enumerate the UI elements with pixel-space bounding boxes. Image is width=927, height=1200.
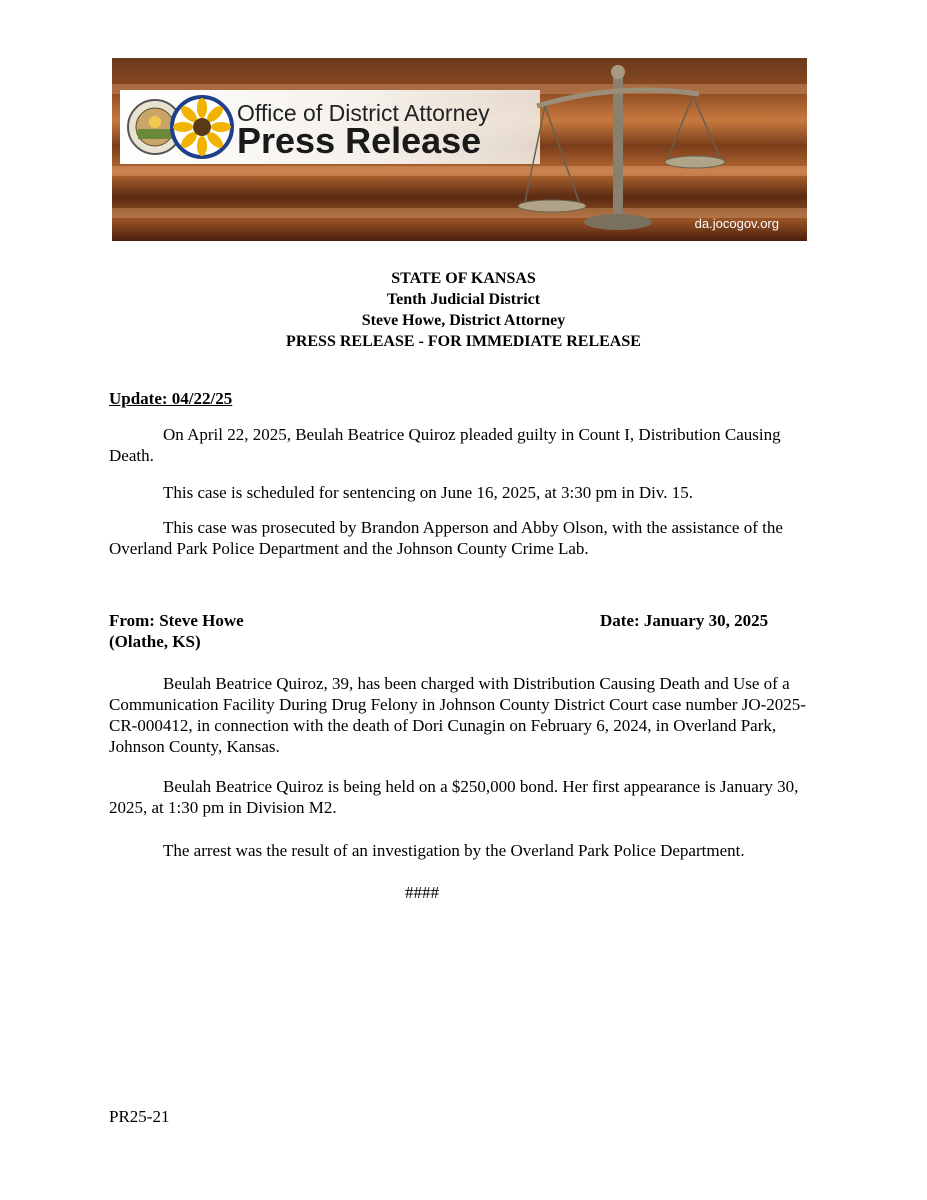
header-state: STATE OF KANSAS [391, 270, 536, 287]
header-release-type: PRESS RELEASE - FOR IMMEDIATE RELEASE [286, 333, 641, 350]
scales-of-justice-icon [517, 62, 732, 232]
release-paragraph-arrest: The arrest was the result of an investigation by the Overland Park Police Department. [163, 841, 745, 860]
release-location: (Olathe, KS) [109, 632, 201, 651]
banner-title-office: Office of District Attorney [237, 100, 490, 126]
update-paragraph-sentencing: This case is scheduled for sentencing on June 16, 2025, at 3:30 pm in Div. 15. [163, 483, 694, 502]
release-paragraph-charges: Beulah Beatrice Quiroz, 39, has been charged with Distribution Causing Death and Use of a Communication Facility During Drug Felony in Johnson County District Court case number JO-2025-CR-000412, in connection with the death of Dori Cunagin on February 6, 2024, in Overland Park, Johnson County, Kansas. [109, 674, 806, 756]
update-paragraph-prosecutors: This case was prosecuted by Brandon Apperson and Abby Olson, with the assistance of the Overland Park Police Department and the Johnson County Crime Lab. [109, 518, 783, 558]
press-release-banner [112, 58, 807, 241]
release-paragraph-bond: Beulah Beatrice Quiroz is being held on a $250,000 bond. Her first appearance is January 30, 2025, at 1:30 pm in Division M2. [109, 777, 799, 817]
release-from: From: Steve Howe [109, 611, 244, 630]
update-paragraph-plea: On April 22, 2025, Beulah Beatrice Quiroz pleaded guilty in Count I, Distribution Causing Death. [109, 425, 781, 465]
release-date: Date: January 30, 2025 [600, 611, 769, 630]
header-district: Tenth Judicial District [386, 291, 541, 308]
update-label: Update: 04/22/25 [109, 389, 233, 408]
end-of-release-mark: #### [405, 883, 439, 902]
release-code: PR25-21 [109, 1107, 170, 1126]
header-district-attorney: Steve Howe, District Attorney [361, 312, 566, 329]
banner-title-press-release: Press Release [237, 120, 482, 161]
document-header [0, 268, 927, 352]
johnson-county-sunflower-icon [170, 94, 234, 160]
banner-website-url: da.jocogov.org [694, 216, 779, 231]
